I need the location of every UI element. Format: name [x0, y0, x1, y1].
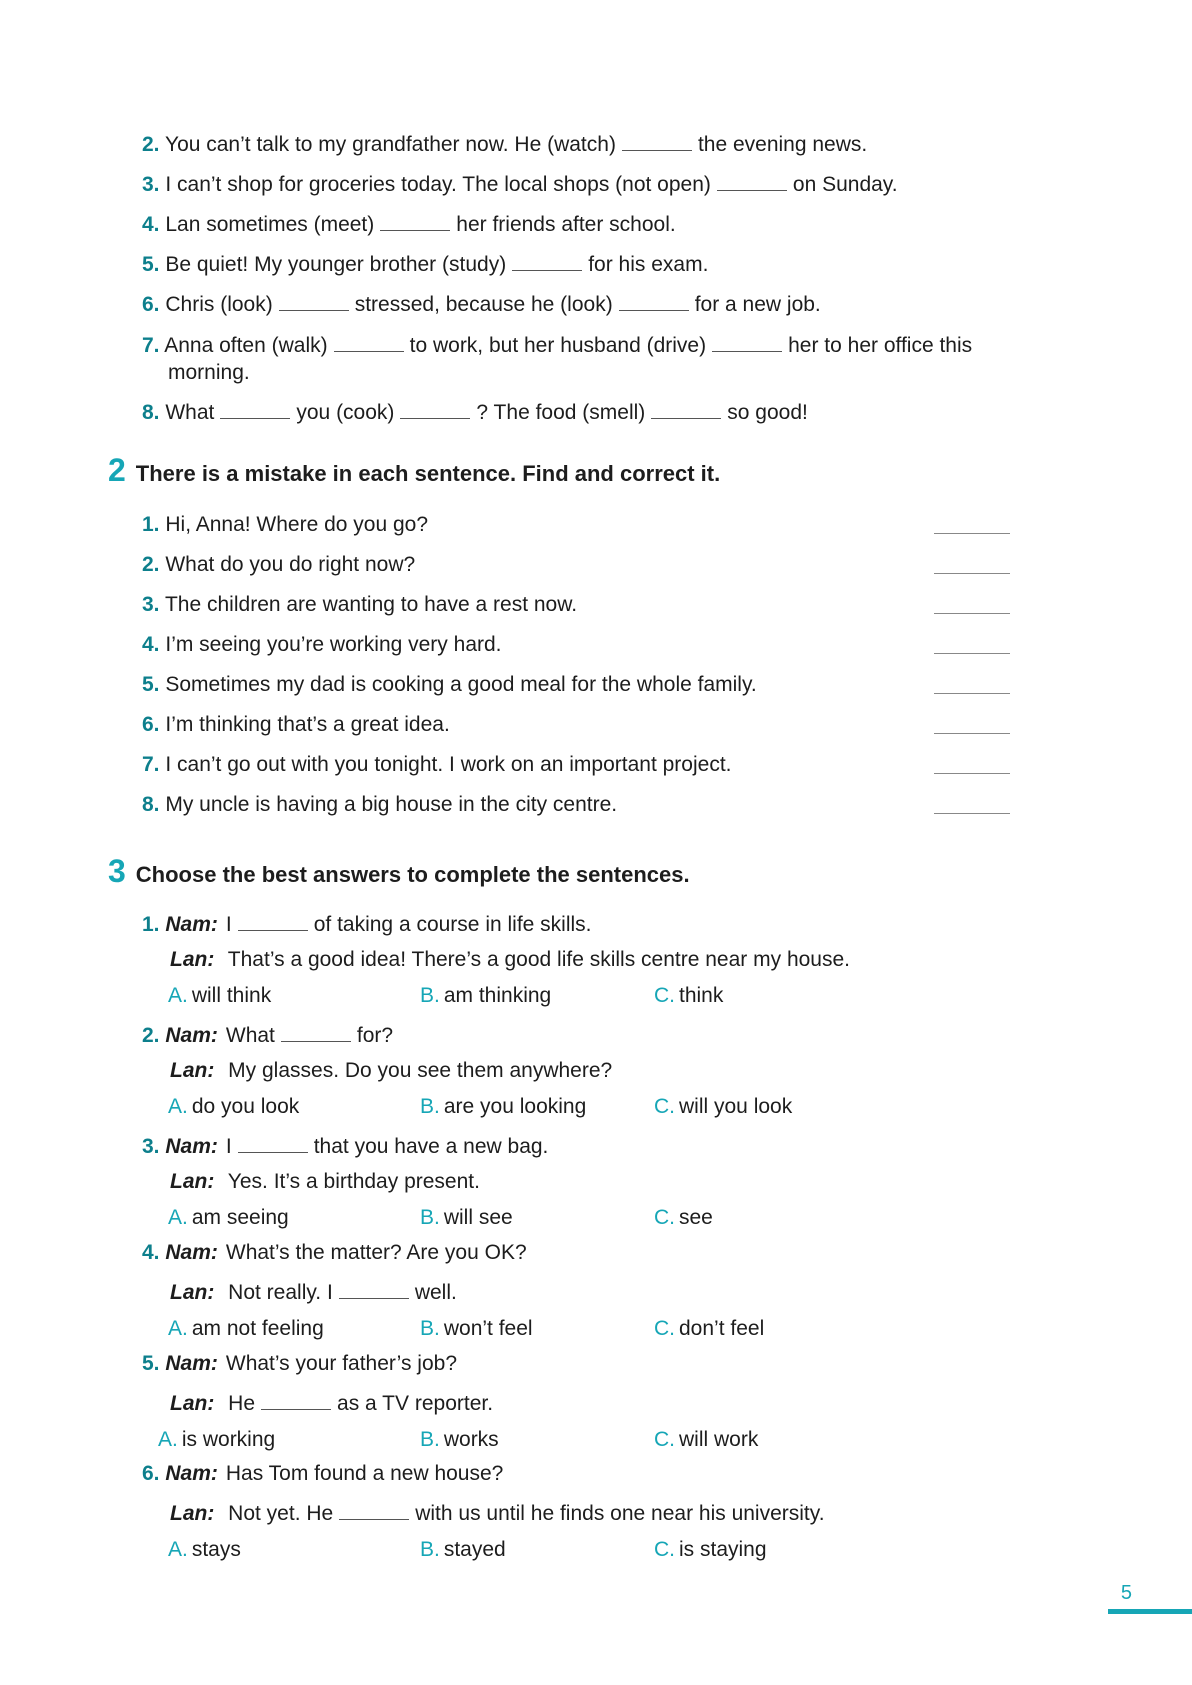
- item-text: Sometimes my dad is cooking a good meal for the whole family.: [165, 673, 757, 696]
- speaker-nam: Nam:: [165, 913, 218, 936]
- answer-blank[interactable]: [380, 212, 450, 231]
- page-number: 5: [1120, 1582, 1132, 1604]
- option-letter: A.: [168, 1206, 188, 1229]
- item-number: 5.: [142, 673, 160, 696]
- ex2-item-8: [142, 792, 617, 818]
- option-text: think: [679, 984, 724, 1007]
- option-letter: C.: [654, 1538, 675, 1561]
- dialogue-text: He: [228, 1392, 256, 1415]
- item-text: My uncle is having a big house in the city centre.: [165, 793, 618, 816]
- ex3-q1-option-a[interactable]: [168, 983, 271, 1009]
- dialogue-text: What: [225, 1024, 275, 1047]
- answer-line[interactable]: [934, 613, 1010, 614]
- item-text: I’m seeing you’re working very hard.: [165, 633, 502, 656]
- dialogue-text: Has Tom found a new house?: [225, 1462, 504, 1485]
- dialogue-text: I: [225, 913, 232, 936]
- item-text: for his exam.: [588, 253, 709, 276]
- item-text: Hi, Anna! Where do you go?: [165, 513, 429, 536]
- section-number: 3: [108, 853, 126, 889]
- speaker-lan: Lan:: [170, 1170, 215, 1193]
- answer-blank[interactable]: [619, 292, 689, 311]
- speaker-nam: Nam:: [165, 1462, 218, 1485]
- ex2-item-4: [142, 632, 502, 658]
- option-letter: A.: [168, 1095, 188, 1118]
- item-number: 5.: [142, 253, 160, 276]
- speaker-nam: Nam:: [165, 1352, 218, 1375]
- ex3-q4-option-c[interactable]: [654, 1316, 764, 1342]
- item-text: her friends after school.: [456, 213, 676, 236]
- ex1-item-8: [142, 400, 808, 426]
- answer-blank[interactable]: [281, 1023, 351, 1042]
- answer-line[interactable]: [934, 653, 1010, 654]
- option-text: am seeing: [191, 1206, 289, 1229]
- ex3-q4-option-b[interactable]: [420, 1316, 533, 1342]
- item-text: on Sunday.: [792, 173, 898, 196]
- item-text: the evening news.: [697, 133, 868, 156]
- ex3-q1-option-b[interactable]: [420, 983, 551, 1009]
- item-text: I can’t shop for groceries today. The local shops (not open): [165, 173, 711, 196]
- speaker-lan: Lan:: [170, 1059, 215, 1082]
- item-number: 1.: [142, 913, 160, 936]
- item-text: I can’t go out with you tonight. I work on an important project.: [165, 753, 732, 776]
- ex3-q2-nam: [142, 1023, 393, 1049]
- option-text: don’t feel: [679, 1317, 765, 1340]
- dialogue-text: of taking a course in life skills.: [313, 913, 592, 936]
- item-number: 2.: [142, 1024, 160, 1047]
- item-text: You can’t talk to my grandfather now. He (watch): [164, 133, 616, 156]
- option-text: stays: [191, 1538, 241, 1561]
- item-number: 4.: [142, 1241, 160, 1264]
- answer-line[interactable]: [934, 813, 1010, 814]
- item-text: so good!: [727, 401, 808, 424]
- ex1-item-3: [142, 172, 898, 198]
- answer-blank[interactable]: [622, 132, 692, 151]
- item-text: stressed, because he (look): [354, 293, 613, 316]
- item-text: What: [165, 401, 215, 424]
- dialogue-text: Yes. It’s a birthday present.: [227, 1170, 480, 1193]
- ex2-item-2: [142, 552, 415, 578]
- exercise-3-heading: [108, 853, 690, 889]
- answer-blank[interactable]: [400, 400, 470, 419]
- item-text: Lan sometimes (meet): [165, 213, 375, 236]
- dialogue-text: with us until he finds one near his university.: [415, 1502, 825, 1525]
- option-text: am thinking: [443, 984, 552, 1007]
- option-text: won’t feel: [443, 1317, 533, 1340]
- option-letter: A.: [168, 1317, 188, 1340]
- item-number: 2.: [142, 553, 160, 576]
- option-letter: C.: [654, 1428, 675, 1451]
- item-text: I’m thinking that’s a great idea.: [165, 713, 450, 736]
- option-text: is working: [181, 1428, 276, 1451]
- ex3-q6-option-c[interactable]: [654, 1537, 767, 1563]
- option-text: do you look: [191, 1095, 300, 1118]
- option-letter: B.: [420, 1317, 440, 1340]
- answer-blank[interactable]: [712, 333, 782, 352]
- dialogue-text: Not really. I: [228, 1281, 333, 1304]
- item-number: 2.: [142, 133, 160, 156]
- dialogue-text: I: [225, 1135, 232, 1158]
- ex1-item-7: [142, 333, 972, 359]
- ex3-q5-option-b[interactable]: [420, 1427, 499, 1453]
- item-text: you (cook): [296, 401, 395, 424]
- option-text: will work: [679, 1428, 759, 1451]
- speaker-nam: Nam:: [165, 1135, 218, 1158]
- ex3-q4-option-a[interactable]: [168, 1316, 324, 1342]
- dialogue-text: as a TV reporter.: [337, 1392, 494, 1415]
- ex3-q1-lan: [170, 947, 850, 973]
- item-text: morning.: [168, 361, 250, 384]
- item-number: 1.: [142, 513, 160, 536]
- ex3-q3-option-a[interactable]: [168, 1205, 289, 1231]
- ex1-item-2: [142, 132, 867, 158]
- item-number: 5.: [142, 1352, 160, 1375]
- ex3-q2-option-c[interactable]: [654, 1094, 792, 1120]
- item-number: 8.: [142, 401, 160, 424]
- item-text: for a new job.: [694, 293, 821, 316]
- answer-line[interactable]: [934, 693, 1010, 694]
- section-title: There is a mistake in each sentence. Find and correct it.: [135, 461, 721, 486]
- option-text: are you looking: [443, 1095, 587, 1118]
- ex3-q1-option-c[interactable]: [654, 983, 723, 1009]
- section-title: Choose the best answers to complete the sentences.: [135, 862, 690, 887]
- option-letter: B.: [420, 1095, 440, 1118]
- ex3-q3-lan: [170, 1169, 480, 1195]
- ex2-item-7: [142, 752, 732, 778]
- item-number: 8.: [142, 793, 160, 816]
- ex3-q2-option-b[interactable]: [420, 1094, 586, 1120]
- item-number: 7.: [142, 753, 160, 776]
- speaker-nam: Nam:: [165, 1241, 218, 1264]
- dialogue-text: What’s the matter? Are you OK?: [225, 1241, 527, 1264]
- item-number: 6.: [142, 713, 160, 736]
- item-number: 3.: [142, 593, 160, 616]
- option-letter: B.: [420, 984, 440, 1007]
- item-number: 3.: [142, 1135, 160, 1158]
- option-text: see: [679, 1206, 713, 1229]
- dialogue-text: That’s a good idea! There’s a good life skills centre near my house.: [227, 948, 850, 971]
- ex3-q2-lan: [170, 1058, 612, 1084]
- dialogue-text: that you have a new bag.: [313, 1135, 549, 1158]
- item-number: 6.: [142, 293, 160, 316]
- answer-blank[interactable]: [261, 1391, 331, 1410]
- option-text: is staying: [679, 1538, 767, 1561]
- option-letter: B.: [420, 1206, 440, 1229]
- item-text: The children are wanting to have a rest now.: [164, 593, 578, 616]
- page-number-rule: [1108, 1609, 1192, 1614]
- ex3-q6-option-b[interactable]: [420, 1537, 506, 1563]
- option-letter: C.: [654, 984, 675, 1007]
- item-number: 3.: [142, 173, 160, 196]
- ex3-q4-lan: [170, 1280, 457, 1306]
- item-number: 4.: [142, 633, 160, 656]
- dialogue-text: What’s your father’s job?: [225, 1352, 457, 1375]
- answer-blank[interactable]: [651, 400, 721, 419]
- option-text: will see: [443, 1206, 513, 1229]
- ex1-item-5: [142, 252, 708, 278]
- ex3-q6-option-a[interactable]: [168, 1537, 241, 1563]
- item-number: 7.: [142, 334, 160, 357]
- option-text: will think: [191, 984, 272, 1007]
- ex2-item-6: [142, 712, 450, 738]
- option-text: works: [443, 1428, 499, 1451]
- answer-line[interactable]: [934, 733, 1010, 734]
- ex1-item-4: [142, 212, 676, 238]
- option-letter: C.: [654, 1095, 675, 1118]
- item-number: 4.: [142, 213, 160, 236]
- ex3-q2-option-a[interactable]: [168, 1094, 299, 1120]
- item-text: What do you do right now?: [165, 553, 416, 576]
- ex3-q3-option-c[interactable]: [654, 1205, 713, 1231]
- ex1-item-6: [142, 292, 821, 318]
- speaker-lan: Lan:: [170, 948, 215, 971]
- item-text: to work, but her husband (drive): [409, 334, 707, 357]
- option-letter: C.: [654, 1317, 675, 1340]
- ex3-q5-option-a[interactable]: [158, 1427, 275, 1453]
- answer-blank[interactable]: [220, 400, 290, 419]
- ex3-q5-lan: [170, 1391, 493, 1417]
- answer-blank[interactable]: [238, 912, 308, 931]
- option-letter: A.: [168, 1538, 188, 1561]
- option-text: will you look: [679, 1095, 793, 1118]
- answer-blank[interactable]: [238, 1134, 308, 1153]
- ex3-q3-nam: [142, 1134, 548, 1160]
- option-letter: A.: [168, 984, 188, 1007]
- option-letter: C.: [654, 1206, 675, 1229]
- answer-blank[interactable]: [512, 252, 582, 271]
- item-text: ? The food (smell): [476, 401, 646, 424]
- ex2-item-1: [142, 512, 428, 538]
- dialogue-text: for?: [356, 1024, 394, 1047]
- option-letter: A.: [158, 1428, 178, 1451]
- ex3-q3-option-b[interactable]: [420, 1205, 513, 1231]
- answer-line[interactable]: [934, 773, 1010, 774]
- speaker-lan: Lan:: [170, 1281, 215, 1304]
- item-text: Chris (look): [165, 293, 273, 316]
- ex2-item-5: [142, 672, 757, 698]
- ex3-q5-option-c[interactable]: [654, 1427, 758, 1453]
- answer-blank[interactable]: [339, 1501, 409, 1520]
- dialogue-text: My glasses. Do you see them anywhere?: [228, 1059, 613, 1082]
- speaker-lan: Lan:: [170, 1502, 215, 1525]
- ex3-q5-nam: [142, 1351, 457, 1377]
- ex3-q4-nam: [142, 1240, 527, 1266]
- option-letter: B.: [420, 1428, 440, 1451]
- answer-line[interactable]: [934, 573, 1010, 574]
- speaker-lan: Lan:: [170, 1392, 215, 1415]
- ex3-q6-nam: [142, 1461, 503, 1487]
- answer-blank[interactable]: [339, 1280, 409, 1299]
- item-text: her to her office this: [788, 334, 973, 357]
- answer-blank[interactable]: [717, 172, 787, 191]
- dialogue-text: Not yet. He: [228, 1502, 334, 1525]
- item-text: Be quiet! My younger brother (study): [165, 253, 507, 276]
- ex3-q6-lan: [170, 1501, 825, 1527]
- speaker-nam: Nam:: [165, 1024, 218, 1047]
- ex2-item-3: [142, 592, 577, 618]
- ex1-item-7-continued: [168, 360, 250, 386]
- item-number: 6.: [142, 1462, 160, 1485]
- option-letter: B.: [420, 1538, 440, 1561]
- exercise-2-heading: [108, 452, 721, 488]
- item-text: Anna often (walk): [164, 334, 328, 357]
- dialogue-text: well.: [414, 1281, 457, 1304]
- option-text: stayed: [443, 1538, 506, 1561]
- answer-blank[interactable]: [334, 333, 404, 352]
- section-number: 2: [108, 452, 126, 488]
- answer-line[interactable]: [934, 533, 1010, 534]
- ex3-q1-nam: [142, 912, 592, 938]
- answer-blank[interactable]: [279, 292, 349, 311]
- option-text: am not feeling: [191, 1317, 324, 1340]
